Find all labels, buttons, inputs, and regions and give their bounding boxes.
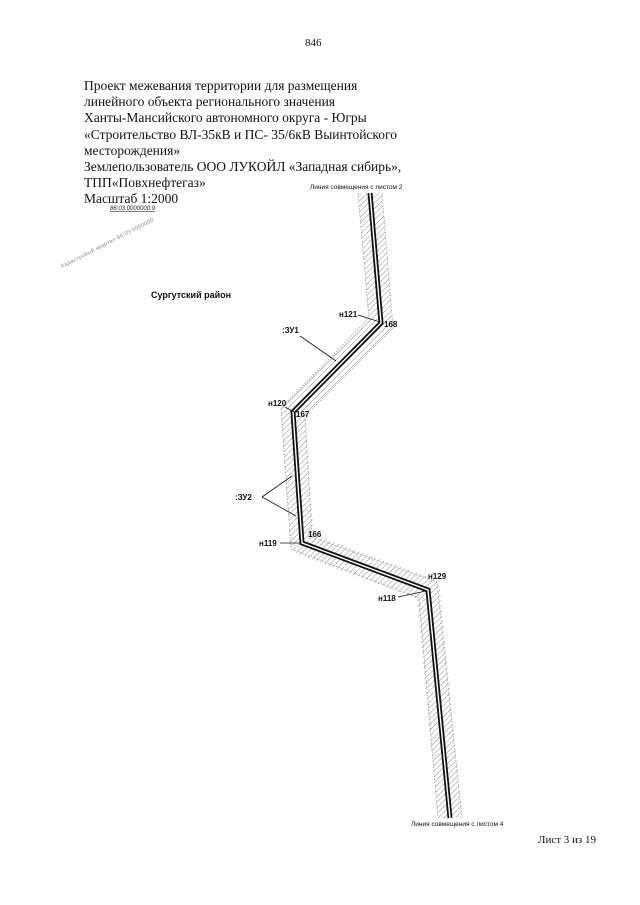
sheet-number: Лист 3 из 19 [538, 834, 597, 846]
point-label-167: 167 [296, 410, 310, 419]
title-line: Землепользователь ООО ЛУКОЙЛ «Западная сибирь», [84, 159, 402, 175]
parcel-label-zu2: :ЗУ2 [235, 493, 252, 502]
point-label-n119: н119 [259, 539, 277, 548]
title-line: линейного объекта регионального значения [84, 94, 336, 110]
title-line: месторождения» [84, 142, 181, 158]
point-label-n118: н118 [378, 594, 396, 603]
parcel-label-zu1: :ЗУ1 [282, 326, 299, 335]
title-line: Ханты-Мансийского автономного округа - Югры [84, 110, 367, 126]
title-line: ТПП«Повхнефтегаз» [84, 175, 206, 191]
match-line-top-label: Линия совмещения с листом 2 [310, 184, 403, 191]
page-number: 846 [305, 37, 322, 49]
leader-zu1 [300, 336, 336, 361]
title-line: Проект межевания территории для размещения [84, 78, 358, 93]
cadastral-number: 86:03:0000000:9 [110, 206, 156, 212]
title-line: «Строительство ВЛ-35кВ и ПС- 35/6кВ Выинтойского [84, 126, 397, 142]
match-line-bottom-label: Линия совмещения с листом 4 [411, 821, 504, 828]
point-label-168: 168 [384, 320, 398, 329]
point-label-n129: н129 [428, 572, 447, 581]
point-label-166: 166 [308, 530, 322, 539]
point-label-n120: н120 [268, 399, 287, 408]
point-label-n121: н121 [339, 310, 358, 319]
district-label: Сургутский район [151, 290, 232, 300]
scale-line: Масштаб 1:2000 [84, 191, 179, 207]
right-of-way-band [293, 193, 450, 818]
cadastral-block-stamp: Кадастровый квартал 86:03:0000000 [60, 217, 156, 270]
